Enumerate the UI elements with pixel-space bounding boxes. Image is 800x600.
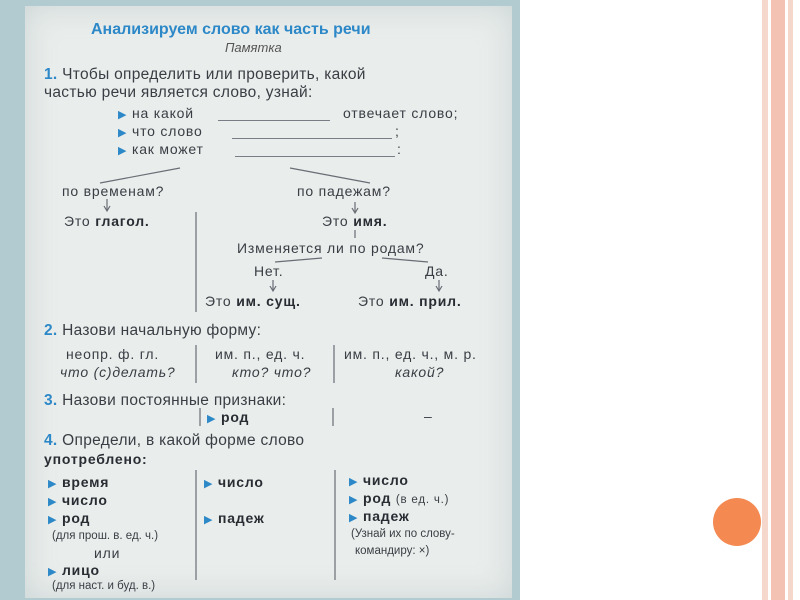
blank-line	[235, 156, 395, 157]
step2-number: 2.	[44, 322, 58, 339]
step3-col3: –	[424, 408, 433, 424]
answer-yes: Да.	[425, 263, 449, 279]
triangle-bullet-icon: ▶	[204, 514, 214, 526]
step1-item-3	[118, 141, 204, 157]
step4-col3-item1	[349, 472, 409, 488]
adj-result	[358, 293, 462, 309]
step1-text1: Чтобы определить или проверить, какой	[62, 66, 366, 83]
time-label: время	[61, 474, 110, 490]
decor-stripe	[788, 0, 793, 600]
step4-col1-or: или	[94, 545, 121, 561]
step4-col1-note1: (для прош. в. ед. ч.)	[52, 530, 159, 542]
number-label: число	[217, 474, 264, 490]
adj-label: им. прил.	[389, 293, 462, 309]
step2-text: Назови начальную форму:	[62, 322, 262, 339]
step2-col3-line1: им. п., ед. ч., м. р.	[344, 346, 477, 362]
triangle-bullet-icon: ▶	[349, 512, 359, 524]
case-label: падеж	[362, 508, 410, 524]
step4-col1-note2: (для наст. и буд. в.)	[52, 580, 156, 592]
page-title: Анализируем слово как часть речи	[91, 21, 371, 38]
step4-text2: употреблено:	[44, 451, 148, 467]
page-subtitle: Памятка	[225, 40, 282, 55]
step4-number: 4.	[44, 432, 58, 449]
step4-col3-item2	[349, 490, 449, 506]
blank-line	[232, 138, 392, 139]
triangle-bullet-icon: ▶	[48, 514, 58, 526]
step1-item-1-tail: отвечает слово;	[343, 105, 459, 121]
step2-col3-line2: какой?	[395, 364, 445, 380]
name-result	[322, 213, 387, 229]
singular-note: (в ед. ч.)	[395, 494, 450, 506]
triangle-bullet-icon: ▶	[204, 478, 214, 490]
step3-col2	[207, 409, 249, 425]
triangle-bullet-icon: ▶	[118, 109, 128, 121]
triangle-bullet-icon: ▶	[118, 145, 128, 157]
step4-col1-item4	[48, 562, 100, 578]
step1-line1	[44, 66, 366, 84]
step3-col2-label: род	[220, 409, 250, 425]
case-label: падеж	[217, 510, 265, 526]
noun-result	[205, 293, 301, 309]
triangle-bullet-icon: ▶	[48, 496, 58, 508]
step1-item-3-tail: :	[397, 141, 402, 157]
triangle-bullet-icon: ▶	[349, 494, 359, 506]
step1-item-2-tail: ;	[395, 123, 400, 139]
triangle-bullet-icon: ▶	[207, 413, 217, 425]
answer-no: Нет.	[254, 263, 284, 279]
step1-item-2-label: что слово	[131, 123, 203, 139]
by-case-question: по падежам?	[297, 183, 391, 199]
step1-text2: частью речи является слово, узнай:	[44, 84, 313, 101]
step2-col1-line1: неопр. ф. гл.	[66, 346, 160, 362]
number-label: число	[61, 492, 108, 508]
decor-circle	[713, 498, 761, 546]
triangle-bullet-icon: ▶	[118, 127, 128, 139]
decor-stripe	[762, 0, 768, 600]
step4-heading	[44, 432, 304, 450]
step1-item-2	[118, 123, 203, 139]
step3-number: 3.	[44, 392, 58, 409]
triangle-bullet-icon: ▶	[48, 478, 58, 490]
step4-col1-item2	[48, 492, 108, 508]
triangle-bullet-icon: ▶	[349, 476, 359, 488]
gender-question: Изменяется ли по родам?	[237, 240, 425, 256]
decor-stripe	[771, 0, 785, 600]
by-tense-question: по временам?	[62, 183, 165, 199]
step2-heading	[44, 322, 261, 340]
step4-col2-item2	[204, 510, 265, 526]
step4-col3-note1: (Узнай их по слову-	[351, 528, 455, 540]
person-label: лицо	[61, 562, 100, 578]
step2-col2-line1: им. п., ед. ч.	[215, 346, 306, 362]
noun-prefix: Это	[205, 293, 232, 309]
name-label: имя.	[353, 213, 388, 229]
verb-prefix: Это	[64, 213, 91, 229]
step1-number: 1.	[44, 66, 58, 83]
step2-col1-line2: что (с)делать?	[60, 364, 176, 380]
adj-prefix: Это	[358, 293, 385, 309]
verb-label: глагол.	[95, 213, 150, 229]
step4-col2-item1	[204, 474, 264, 490]
step3-text: Назови постоянные признаки:	[62, 392, 287, 409]
gender-label: род	[362, 490, 392, 506]
gender-label: род	[61, 510, 91, 526]
step4-col3-item3	[349, 508, 410, 524]
step1-item-3-label: как может	[131, 141, 204, 157]
step4-col3-note2: командиру: ×)	[355, 545, 430, 557]
step3-heading	[44, 392, 286, 410]
triangle-bullet-icon: ▶	[48, 566, 58, 578]
verb-result	[64, 213, 150, 229]
step4-col1-item3	[48, 510, 90, 526]
noun-label: им. сущ.	[236, 293, 301, 309]
number-label: число	[362, 472, 409, 488]
name-prefix: Это	[322, 213, 349, 229]
blank-line	[218, 120, 330, 121]
step4-col1-item1	[48, 474, 109, 490]
step4-text1: Определи, в какой форме слово	[62, 432, 305, 449]
step1-item-1-label: на какой	[131, 105, 194, 121]
step2-col2-line2: кто? что?	[232, 364, 312, 380]
step1-item-1	[118, 105, 194, 121]
